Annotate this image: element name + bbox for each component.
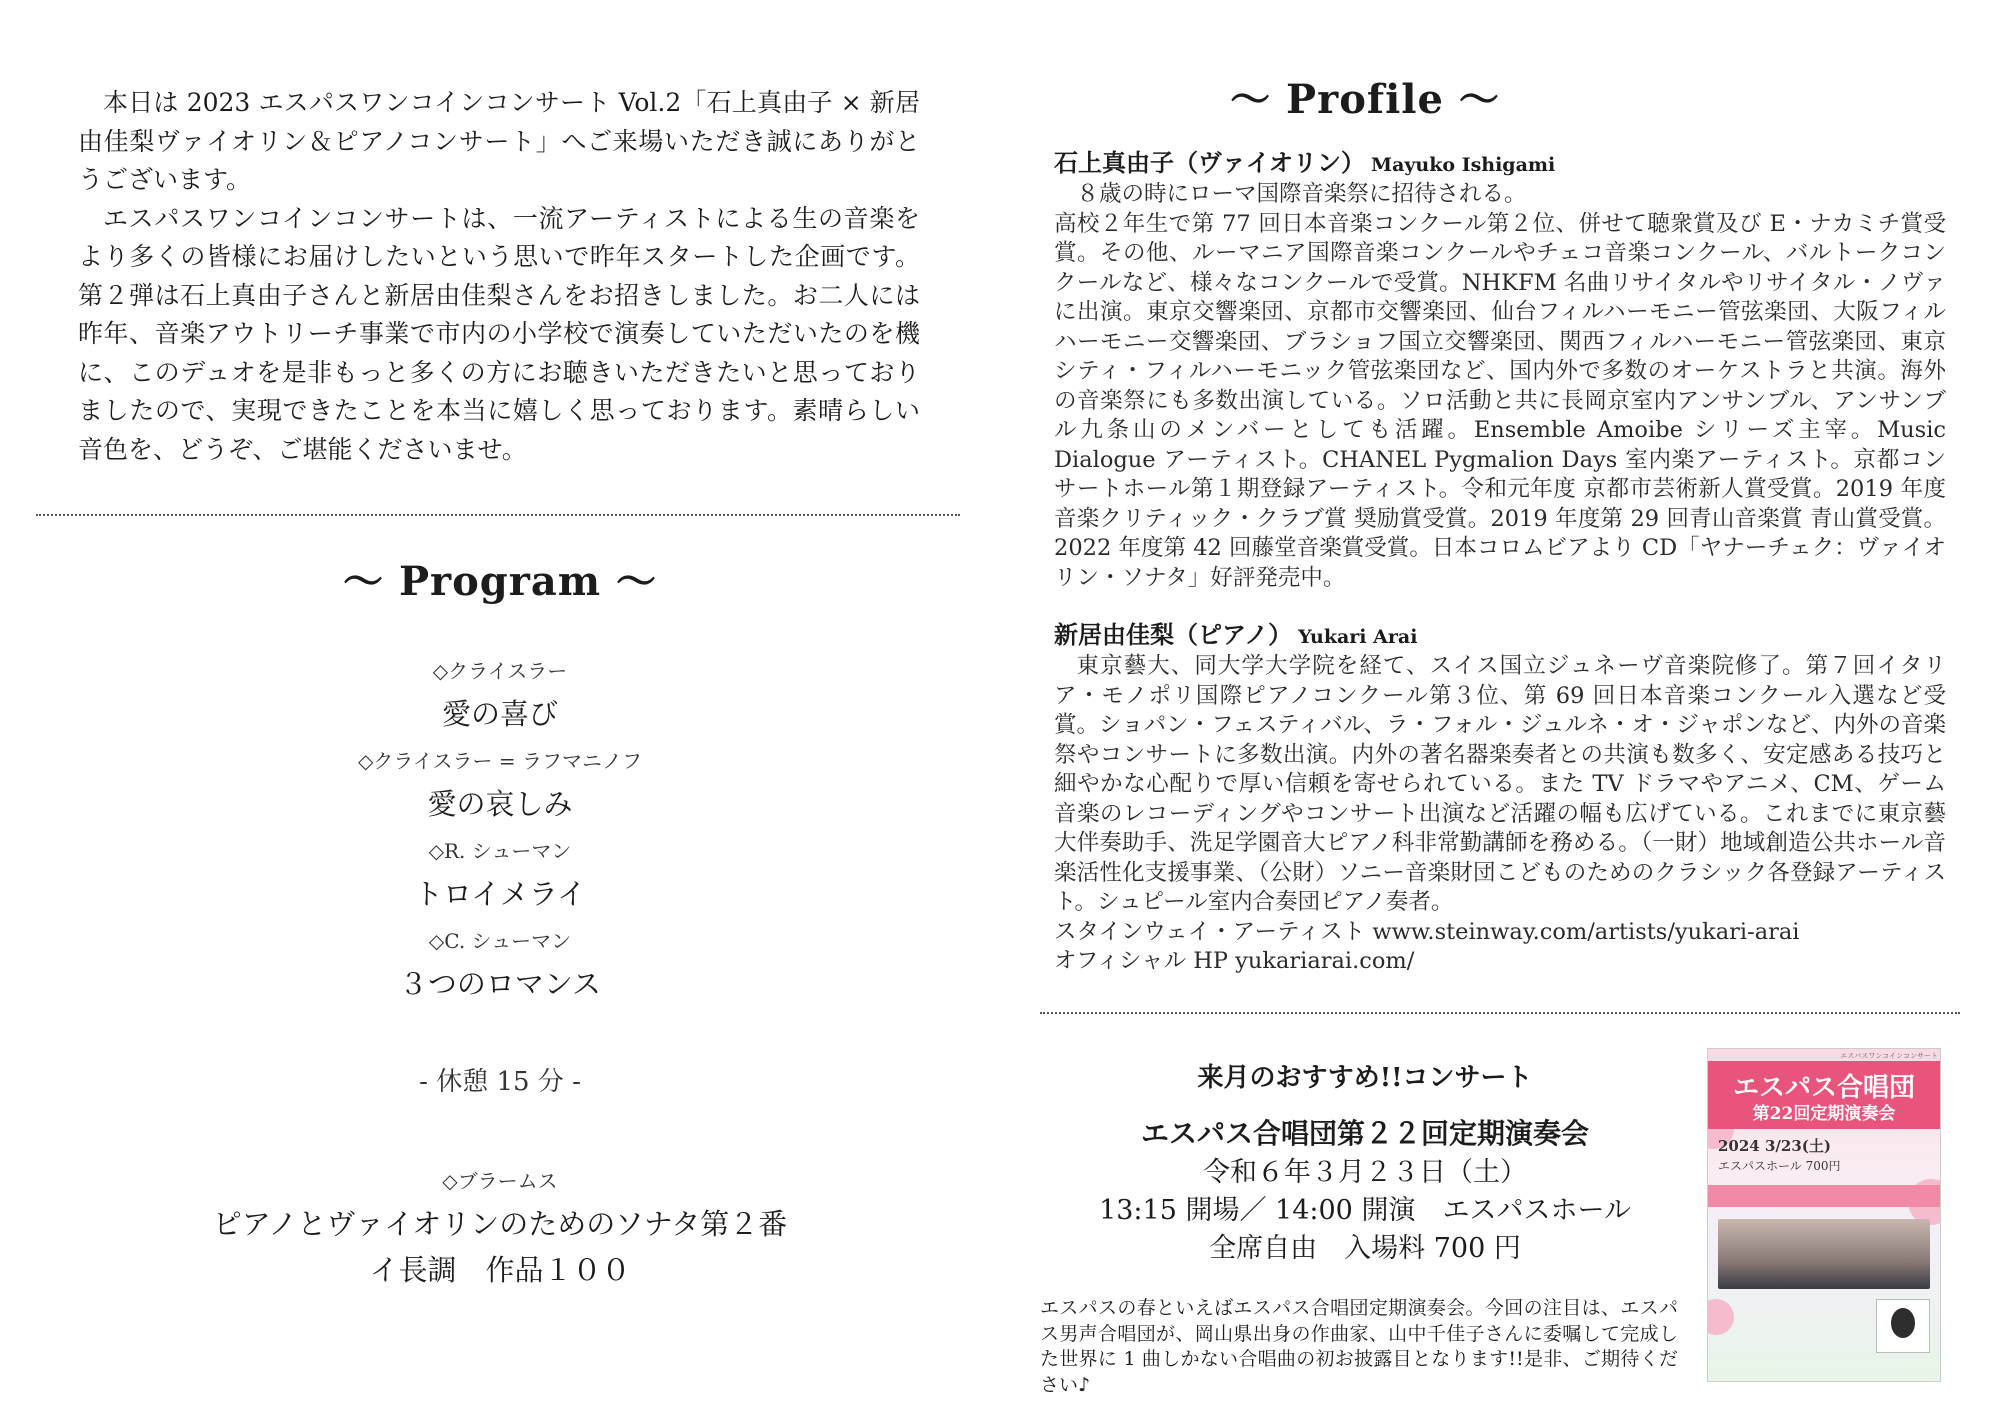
piece-title: ３つのロマンス [398, 967, 602, 1001]
program-item-5 [60, 1168, 940, 1290]
artist-name-ja: 新居由佳梨（ピアノ） [1054, 620, 1293, 649]
composer-label: ◇ブラームス [442, 1169, 558, 1193]
poster-info-band [1708, 1185, 1940, 1207]
poster-subtitle: 第22回定期演奏会 [1752, 1104, 1896, 1124]
artist-name [1054, 620, 1946, 652]
program-item-2 [60, 748, 940, 824]
piece-title-line-2: イ長調 作品１００ [369, 1253, 631, 1287]
right-divider [1040, 1012, 1960, 1014]
program-item-3 [60, 838, 940, 914]
poster-date: 2024 3/23(土) [1718, 1137, 1831, 1155]
piece-title-line-1: ピアノとヴァイオリンのためのソナタ第２番 [212, 1207, 788, 1241]
recommend-section [1040, 1058, 1690, 1268]
steinway-link[interactable]: スタインウェイ・アーティスト www.steinway.com/artists/yukari-arai [1054, 918, 1800, 945]
composer-portrait [1876, 1299, 1930, 1353]
piece-title: 愛の喜び [441, 697, 558, 731]
left-divider-top [36, 514, 960, 516]
flower-decoration [1707, 1299, 1734, 1335]
intermission: - 休憩 15 分 - [419, 1067, 581, 1097]
artist-bio: 東京藝大、同大学大学院を経て、スイス国立ジュネーヴ音楽院修了。第７回イタリア・モノポリ国際ピアノコンクール第３位、第 69 回日本音楽コンクール入選など受賞。ショパン・フェスティバル、ラ・フォル・ジュルネ・オ・ジャポンなど、内外の音楽祭やコンサートに多数出演。内外の著名器楽奏者との共演も数多く、安定感ある技巧と細やかな心配りで厚い信頼を寄せられている。また TV ドラマやアニメ、CM、ゲーム音楽のレコーディングやコンサート出演など活躍の幅も広げている。これまでに東京藝大伴奏助手、洗足学園音大ピアノ科非常勤講師を務める。（一財）地域創造公共ホール音楽活性化支援事業、（公財）ソニー音楽財団こどものためのクラシック各登録アーティスト。シュピール室内合奏団ピアノ奏者。 [1054, 653, 1946, 915]
concert-poster-image [1707, 1048, 1941, 1382]
artist-bio-line: ８歳の時にローマ国際音楽祭に招待される。 [1076, 181, 1527, 207]
artist-name-en: Mayuko Ishigami [1371, 154, 1556, 176]
artist-bio: 高校２年生で第 77 回日本音楽コンクール第２位、併せて聴衆賞及び E・ナカミチ賞受賞。その他、ルーマニア国際音楽コンクールやチェコ音楽コンクール、バルトークコンクールなど、様々なコンクールで受賞。NHKFM 名曲リサイタルやリサイタル・ノヴァに出演。東京交響楽団、京都市交響楽団、仙台フィルハーモニー管弦楽団、大阪フィルハーモニー交響楽団、ブラショフ国立交響楽団、関西フィルハーモニー管弦楽団、東京シティ・フィルハーモニック管弦楽団など、国内外で多数のオーケストラと共演。海外の音楽祭にも多数出演している。ソロ活動と共に長岡京室内アンサンブル、アンサンブル九条山のメンバーとしても活躍。Ensemble Amoibe シリーズ主宰。Music Dialogue アーティスト。CHANEL Pygmalion Days 室内楽アーティスト。京都コンサートホール第１期登録アーティスト。令和元年度 京都市芸術新人賞受賞。2019 年度音楽クリティック・クラブ賞 奨励賞受賞。2019 年度第 29 回青山音楽賞 青山賞受賞。2022 年度第 42 回藤堂音楽賞受賞。日本コロムビアより CD「ヤナーチェク：ヴァイオリン・ソナタ」好評発売中。 [1054, 210, 1946, 591]
profile-title: ～ Profile ～ [1230, 76, 1500, 123]
recommend-event-title: エスパス合唱団第２２回定期演奏会 [1140, 1117, 1589, 1150]
artist-name [1054, 148, 1946, 180]
program-item-4 [60, 928, 940, 1004]
piece-title: トロイメライ [414, 877, 586, 911]
recommend-heading: 来月のおすすめ!!コンサート [1197, 1063, 1533, 1093]
program-item-1 [60, 658, 940, 734]
profile-arai [1054, 620, 1946, 977]
poster-small-text: エスパスワンコインコンサート [1840, 1052, 1938, 1060]
artist-name-ja: 石上真由子（ヴァイオリン） [1054, 148, 1366, 177]
composer-label: ◇クライスラー = ラフマニノフ [357, 749, 643, 773]
portrait-figure [1891, 1308, 1915, 1338]
composer-label: ◇C. シューマン [428, 929, 572, 953]
recommend-description: エスパスの春といえばエスパス合唱団定期演奏会。今回の注目は、エスパス男声合唱団が、岡山県出身の作曲家、山中千佳子さんに委嘱して完成した世界に 1 曲しかない合唱曲の初お披露目となります!!是非、ご期待ください♪ [1040, 1297, 1678, 1396]
piece-title: 愛の哀しみ [427, 787, 573, 821]
recommend-time: 13:15 開場／ 14:00 開演 エスパスホール [1099, 1195, 1631, 1226]
composer-label: ◇R. シューマン [428, 839, 572, 863]
greeting-paragraph-2: エスパスワンコインコンサートは、一流アーティストによる生の音楽をより多くの皆様にお届けしたいという思いで昨年スタートした企画です。第２弾は石上真由子さんと新居由佳梨さんをお招きしました。お二人には昨年、音楽アウトリーチ事業で市内の小学校で演奏していただいたのを機に、このデュオを是非もっと多くの方にお聴きいただきたいと思っておりましたので、実現できたことを本当に嬉しく思っております。素晴らしい音色を、どうぞ、ご堪能くださいませ。 [78, 203, 920, 464]
program-title: ～ Program ～ [343, 558, 657, 605]
official-site-link[interactable]: オフィシャル HP yukariarai.com/ [1054, 948, 1415, 974]
greeting-paragraph-1: 本日は 2023 エスパスワンコインコンサート Vol.2「石上真由子 × 新居由佳梨ヴァイオリン＆ピアノコンサート」へご来場いただき誠にありがとうございます。 [78, 88, 920, 194]
recommend-date: 令和６年３月２３日（土） [1203, 1157, 1527, 1188]
poster-venue: エスパスホール 700円 [1718, 1159, 1841, 1173]
greeting-section [78, 84, 920, 469]
artist-name-en: Yukari Arai [1298, 626, 1418, 648]
profile-ishigami [1054, 148, 1946, 593]
recommend-price: 全席自由 入場料 700 円 [1209, 1233, 1521, 1264]
composer-label: ◇クライスラー [432, 659, 568, 683]
poster-title: エスパス合唱団 [1732, 1073, 1915, 1103]
choir-photo [1718, 1219, 1930, 1289]
